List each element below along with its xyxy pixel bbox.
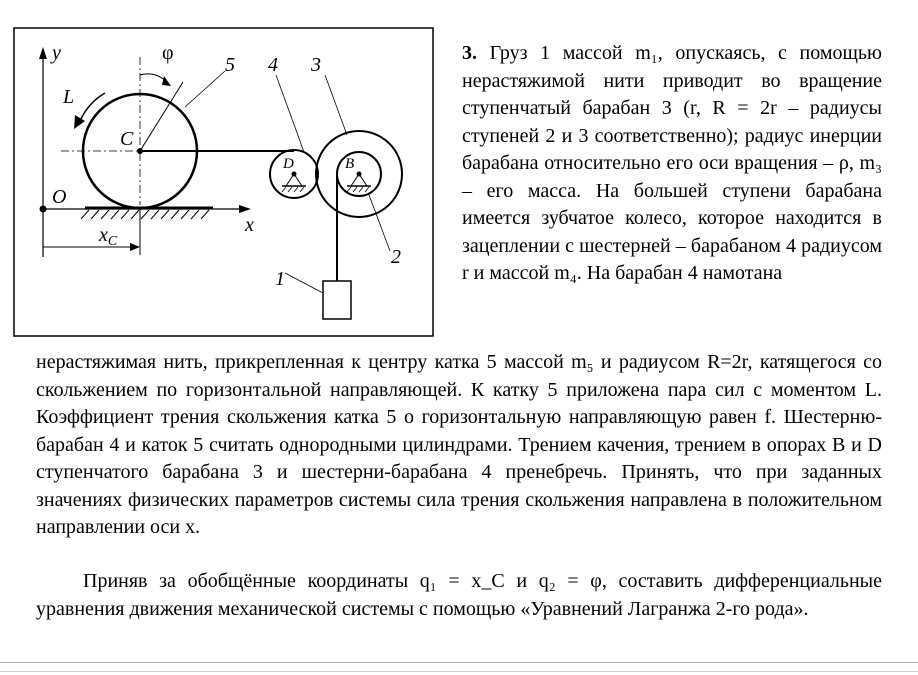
label-2: 2 [391,246,401,268]
label-1: 1 [275,268,285,290]
moment-L-arrow [74,115,85,129]
label-4: 4 [268,54,278,76]
leader-4 [276,75,304,152]
page-divider [0,662,918,663]
leader-3 [325,75,347,135]
x-axis-arrow [239,205,251,213]
problem-instruction: Приняв за обобщённые координаты q₁ = x_C и q₂ = φ, составить дифференциальные уравнения движения механической системы с помощью «Уравнений Лагранжа 2-го рода». [36,570,882,620]
leader-1 [285,273,323,293]
label-x: x [245,214,254,236]
problem-text-top [462,40,882,288]
label-5: 5 [225,54,235,76]
moment-L-arc [80,93,105,121]
problem-text-top-body: Груз 1 массой m₁, опускаясь, с помощью нерастяжимой нити приводит во вращение ступенчатый барабан 3 (r, R = 2r – радиусы ступеней 2 и 3 соответственно); радиус инерции барабана относительно его оси вращения – ρ, m₃ – его масса. На большей ступени барабана имеется зубчатое колесо, которое находится в зацеплении с шестерней – барабаном 4 радиусом r и массой m₄. На барабан 4 намотана [462,42,882,284]
label-phi: φ [162,42,174,64]
label-D: D [283,156,294,172]
xc-dim-arrow [130,243,140,251]
guide-hatching [81,210,209,219]
label-y: y [52,42,61,64]
leader-2 [369,195,390,251]
load-1 [323,281,351,319]
phi-arc-arrow [162,76,171,86]
label-B: B [345,156,355,172]
label-3: 3 [311,54,321,76]
support-D-hatching [282,187,304,192]
y-axis-arrow [39,47,47,59]
figure-frame [14,28,433,336]
mechanism-diagram [13,27,434,337]
problem-number: 3. [462,42,477,64]
roller-5-radius [140,82,183,151]
label-L: L [63,86,75,108]
label-xc: $x_C$ [99,224,118,249]
label-O: O [52,186,67,208]
problem-text-bottom: нерастяжимая нить, прикрепленная к центру катка 5 массой m₅ и радиусом R=2r, катящегося со скольжением по горизонтальной направляющей. К катку 5 приложена пара сил с моментом L. Коэффициент трения скольжения катка 5 о горизонтальную направляющую равен f. Шестерню-барабан 4 и каток 5 считать однородными цилиндрами. Трением качения, трением в опорах B и D ступенчатого барабана 3 и шестерни-барабана 4 пренебречь. Принять, что при заданных значениях физических параметров системы сила трения скольжения направлена в положительном направлении оси x. [36,351,882,538]
page-divider-lower [0,671,918,672]
support-B-hatching [347,187,369,192]
label-C: C [120,128,134,150]
leader-5 [185,71,225,107]
